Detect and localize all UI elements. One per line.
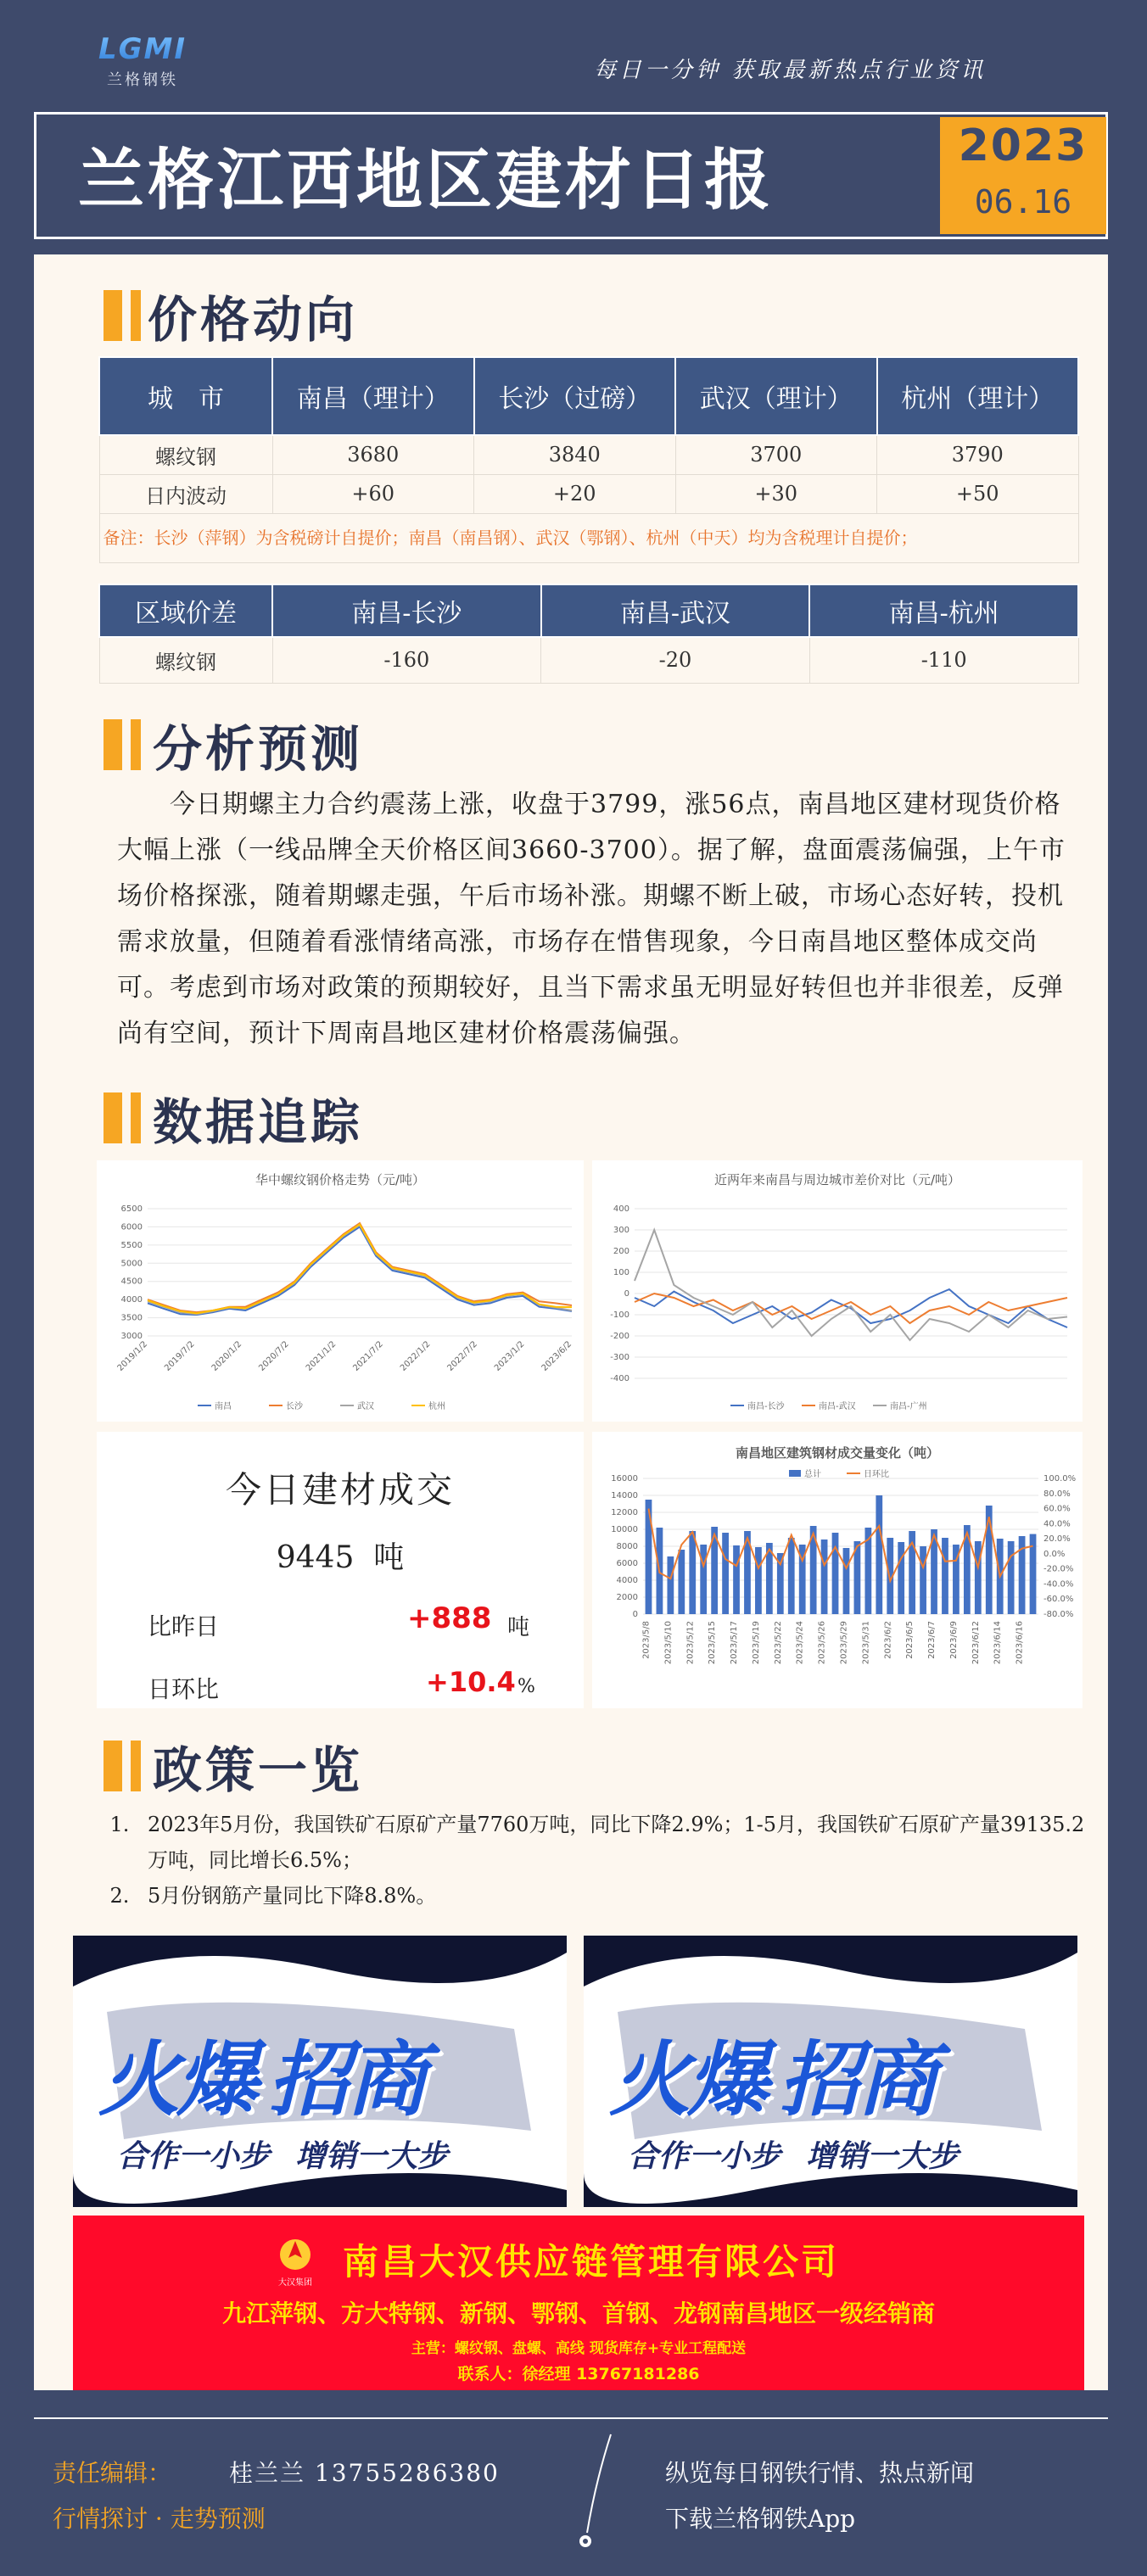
table-cell: 螺纹钢 bbox=[99, 637, 272, 683]
pen-icon bbox=[570, 2431, 621, 2567]
section-title-policy: 政策一览 bbox=[153, 1741, 364, 1799]
legend-label: 南昌-长沙 bbox=[747, 1402, 785, 1411]
bar bbox=[1008, 1541, 1015, 1614]
chart-title: 近两年来南昌与周边城市差价对比（元/吨） bbox=[713, 1172, 961, 1187]
y2-tick-label: 0.0% bbox=[1043, 1549, 1066, 1559]
table-header: 武汉（理计） bbox=[675, 357, 877, 435]
x-tick-label: 2023/6/2 bbox=[883, 1621, 893, 1659]
x-tick-label: 2023/5/15 bbox=[708, 1621, 718, 1665]
table-cell: +50 bbox=[877, 474, 1079, 513]
footer-tagline: 行情探讨 · 走势预测 bbox=[53, 2505, 266, 2533]
brand-logo bbox=[75, 32, 210, 92]
x-tick-label: 2023/5/24 bbox=[795, 1621, 805, 1665]
dod-value: +10.4 bbox=[426, 1666, 516, 1698]
bar bbox=[832, 1533, 839, 1614]
x-tick-label: 2020/7/2 bbox=[257, 1339, 291, 1373]
bar bbox=[821, 1539, 828, 1614]
table-cell: 3790 bbox=[877, 435, 1079, 474]
series-line-南昌 bbox=[148, 1227, 572, 1315]
bar bbox=[920, 1546, 926, 1614]
table-header: 南昌-武汉 bbox=[541, 584, 810, 637]
bar bbox=[689, 1531, 696, 1614]
table-header: 区域价差 bbox=[99, 584, 272, 637]
table-cell: 3840 bbox=[474, 435, 676, 474]
y-tick-label: -400 bbox=[610, 1374, 629, 1383]
series-line-杭州 bbox=[148, 1224, 572, 1313]
bar bbox=[646, 1500, 652, 1614]
legend-label: 南昌-武汉 bbox=[819, 1402, 856, 1411]
table-cell: -110 bbox=[809, 637, 1078, 683]
y-tick-label: 12000 bbox=[611, 1508, 638, 1517]
table-cell: +60 bbox=[272, 474, 474, 513]
table-header-row bbox=[99, 357, 1078, 435]
x-tick-label: 2019/1/2 bbox=[115, 1339, 150, 1373]
table-cell: +30 bbox=[675, 474, 877, 513]
bar bbox=[942, 1538, 948, 1614]
y-tick-label: 4000 bbox=[616, 1576, 638, 1585]
x-tick-label: 2019/7/2 bbox=[163, 1339, 197, 1373]
table-header: 长沙（过磅） bbox=[474, 357, 676, 435]
chart-title: 南昌地区建筑钢材成交量变化（吨） bbox=[735, 1445, 939, 1461]
sponsor-banner[interactable] bbox=[73, 2216, 1084, 2390]
legend-swatch bbox=[789, 1470, 801, 1477]
company-brands: 九江萍钢、方大特钢、新钢、鄂钢、首钢、龙钢南昌地区一级经销商 bbox=[221, 2299, 935, 2327]
y-tick-label: 0 bbox=[632, 1610, 638, 1619]
y-tick-label: 8000 bbox=[616, 1542, 638, 1551]
table-cell: -20 bbox=[541, 637, 810, 683]
bar bbox=[722, 1533, 729, 1614]
series-line-长沙 bbox=[148, 1223, 572, 1312]
list-item: 1. 2023年5月份，我国铁矿石原矿产量7760万吨，同比下降2.9%；1-5月，我国铁矿石原矿产量39135.2万吨，同比增长6.5%； bbox=[136, 1807, 1086, 1878]
y-tick-label: -200 bbox=[610, 1332, 629, 1341]
flame-icon bbox=[270, 2238, 321, 2271]
y2-tick-label: 100.0% bbox=[1043, 1474, 1077, 1484]
logo-name: 兰格钢铁 bbox=[107, 71, 178, 89]
company-logo bbox=[270, 2238, 321, 2288]
bar bbox=[876, 1495, 882, 1614]
y-tick-label: -300 bbox=[610, 1353, 629, 1362]
y2-tick-label: 40.0% bbox=[1043, 1519, 1071, 1529]
y2-tick-label: -40.0% bbox=[1043, 1579, 1074, 1590]
table-header: 杭州（理计） bbox=[877, 357, 1079, 435]
chart-price-diff bbox=[592, 1160, 1083, 1422]
ad-sub-text: 增销一大步 bbox=[806, 2139, 960, 2174]
x-tick-label: 2023/5/31 bbox=[861, 1621, 871, 1665]
table-cell: 螺纹钢 bbox=[99, 435, 272, 474]
chart-volume-plot bbox=[592, 1461, 1083, 1713]
editor-name: 桂兰兰 13755286380 bbox=[229, 2459, 500, 2487]
x-tick-label: 2022/1/2 bbox=[398, 1339, 433, 1373]
legend-label: 杭州 bbox=[428, 1402, 445, 1411]
date-year: 2023 bbox=[958, 120, 1088, 171]
table-note-row bbox=[99, 513, 1078, 562]
y2-tick-label: 80.0% bbox=[1043, 1489, 1071, 1499]
table-row bbox=[99, 474, 1078, 513]
ad-sub-text: 合作一小步 bbox=[628, 2139, 781, 2174]
x-tick-label: 2023/6/2 bbox=[540, 1339, 574, 1373]
x-tick-label: 2023/6/9 bbox=[948, 1621, 959, 1659]
legend-label: 南昌 bbox=[215, 1402, 232, 1411]
company-business: 主营：螺纹钢、盘螺、高线 现货库存+专业工程配送 bbox=[411, 2340, 747, 2357]
dod-label: 日环比 bbox=[148, 1675, 220, 1703]
deal-volume: 9445 bbox=[276, 1540, 355, 1575]
y-tick-label: 5000 bbox=[120, 1259, 143, 1269]
company-name: 南昌大汉供应链管理有限公司 bbox=[343, 2241, 840, 2283]
legend-label: 南昌-广州 bbox=[890, 1402, 927, 1411]
y2-tick-label: -80.0% bbox=[1043, 1610, 1074, 1619]
table-cell: -160 bbox=[272, 637, 541, 683]
x-tick-label: 2023/5/19 bbox=[751, 1621, 761, 1665]
y-tick-label: 16000 bbox=[611, 1474, 638, 1484]
x-tick-label: 2023/1/2 bbox=[493, 1339, 527, 1373]
table-header: 南昌-长沙 bbox=[272, 584, 541, 637]
company-contact: 联系人：徐经理 13767181286 bbox=[457, 2365, 700, 2383]
x-tick-label: 2020/1/2 bbox=[210, 1339, 244, 1373]
x-tick-label: 2023/5/22 bbox=[773, 1621, 783, 1665]
y-tick-label: 4500 bbox=[120, 1277, 143, 1287]
section-marker bbox=[104, 1741, 131, 1791]
y2-tick-label: -60.0% bbox=[1043, 1595, 1074, 1605]
x-tick-label: 2023/5/29 bbox=[839, 1621, 849, 1665]
y2-tick-label: -20.0% bbox=[1043, 1564, 1074, 1574]
y-tick-label: 10000 bbox=[611, 1525, 638, 1534]
ad-hot-text: 火爆 bbox=[98, 2032, 255, 2127]
vs-yesterday-label: 比昨日 bbox=[148, 1612, 220, 1640]
section-title-data: 数据追踪 bbox=[153, 1093, 364, 1151]
legend-label: 长沙 bbox=[286, 1402, 303, 1411]
x-tick-label: 2023/5/12 bbox=[685, 1621, 696, 1665]
y-tick-label: 400 bbox=[613, 1204, 629, 1214]
y-tick-label: -100 bbox=[610, 1310, 629, 1320]
section-header-policy bbox=[104, 1730, 363, 1802]
table-header: 城 市 bbox=[99, 357, 272, 435]
footer-right-2: 下载兰格钢铁App bbox=[665, 2505, 856, 2533]
x-tick-label: 2023/6/12 bbox=[971, 1621, 981, 1665]
page-title: 兰格江西地区建材日报 bbox=[78, 142, 775, 219]
ad-card-1[interactable] bbox=[73, 1936, 567, 2207]
legend-label: 武汉 bbox=[357, 1402, 374, 1411]
section-marker bbox=[104, 1092, 131, 1143]
logo-mark: LGMI bbox=[75, 32, 210, 66]
ad-hot-text: 招商 bbox=[268, 2032, 424, 2127]
section-marker bbox=[104, 290, 131, 341]
deal-title: 今日建材成交 bbox=[225, 1469, 455, 1511]
bar bbox=[700, 1545, 707, 1614]
footer-right-1: 纵览每日钢铁行情、热点新闻 bbox=[665, 2459, 975, 2487]
chart-title: 华中螺纹钢价格走势（元/吨） bbox=[255, 1172, 426, 1187]
price-table bbox=[98, 356, 1079, 563]
bar bbox=[843, 1548, 850, 1614]
y-tick-label: 6000 bbox=[120, 1222, 143, 1232]
ad-hot-text: 火爆 bbox=[609, 2032, 765, 2127]
slogan: 每日一分钟 获取最新热点行业资讯 bbox=[594, 58, 987, 83]
price-diff-table bbox=[98, 584, 1079, 684]
bar bbox=[986, 1506, 993, 1614]
x-tick-label: 2023/6/14 bbox=[993, 1621, 1003, 1665]
x-tick-label: 2023/6/5 bbox=[905, 1621, 915, 1659]
y-tick-label: 5500 bbox=[120, 1240, 143, 1250]
dod-unit: % bbox=[518, 1676, 535, 1697]
bar bbox=[755, 1547, 762, 1614]
legend-label: 日环比 bbox=[864, 1470, 889, 1479]
analysis-paragraph: 今日期螺主力合约震荡上涨，收盘于3799，涨56点，南昌地区建材现货价格大幅上涨（一线品牌全天价格区间3660-3700）。据了解，盘面震荡偏强，上午市场价格探涨，随着期螺走强，午后市场补涨。期螺不断上破，市场心态好转，投机需求放量，但随着看涨情绪高涨，市场存在惜售现象，今日南昌地区整体成交尚可。考虑到市场对政策的预期较好，且当下需求虽无明显好转但也并非很差，反弹尚有空间，预计下周南昌地区建材价格震荡偏强。 bbox=[117, 790, 1066, 1048]
section-header-data bbox=[104, 1082, 363, 1154]
policy-list bbox=[93, 1807, 1086, 1914]
bar bbox=[678, 1550, 685, 1614]
chart-price-diff-plot bbox=[592, 1188, 1083, 1426]
table-row bbox=[99, 637, 1078, 683]
y-tick-label: 3500 bbox=[120, 1313, 143, 1323]
x-tick-label: 2023/5/17 bbox=[730, 1621, 740, 1665]
footer-divider bbox=[34, 2417, 1108, 2419]
y-tick-label: 100 bbox=[613, 1268, 629, 1277]
list-item: 2. 5月份钢筋产量同比下降8.8%。 bbox=[136, 1878, 1086, 1914]
table-row bbox=[99, 435, 1078, 474]
section-header-analysis bbox=[104, 709, 363, 780]
section-marker bbox=[104, 719, 131, 770]
company-logo-text: 大汉集团 bbox=[278, 2278, 312, 2288]
x-tick-label: 2021/7/2 bbox=[351, 1339, 385, 1373]
x-tick-label: 2023/5/8 bbox=[641, 1621, 652, 1659]
deal-card bbox=[97, 1432, 584, 1708]
date-day: 06.16 bbox=[974, 183, 1072, 221]
chart-price-trend bbox=[97, 1160, 584, 1422]
table-header-row bbox=[99, 584, 1078, 637]
y-tick-label: 14000 bbox=[611, 1491, 638, 1500]
y2-tick-label: 20.0% bbox=[1043, 1534, 1071, 1545]
section-title-analysis: 分析预测 bbox=[153, 720, 364, 778]
table-cell: +20 bbox=[474, 474, 676, 513]
editor-label: 责任编辑： bbox=[53, 2459, 172, 2487]
chart-volume bbox=[592, 1432, 1083, 1708]
x-tick-label: 2023/5/10 bbox=[663, 1621, 674, 1665]
section-title-price: 价格动向 bbox=[148, 291, 359, 349]
x-tick-label: 2023/5/26 bbox=[817, 1621, 827, 1665]
bar bbox=[667, 1556, 674, 1614]
x-tick-label: 2021/1/2 bbox=[304, 1339, 339, 1373]
y-tick-label: 200 bbox=[613, 1247, 629, 1256]
ad-sub-text: 合作一小步 bbox=[117, 2139, 271, 2174]
ad-hot-text: 招商 bbox=[779, 2032, 935, 2127]
table-note: 备注：长沙（萍钢）为含税磅计自提价；南昌（南昌钢）、武汉（鄂钢）、杭州（中天）均为含税理计自提价； bbox=[103, 528, 918, 548]
table-cell: 3680 bbox=[272, 435, 474, 474]
legend-label: 总计 bbox=[804, 1470, 821, 1479]
y-tick-label: 2000 bbox=[616, 1593, 638, 1602]
chart-price-trend-plot bbox=[97, 1188, 584, 1426]
bar bbox=[898, 1542, 904, 1614]
x-tick-label: 2023/6/7 bbox=[927, 1621, 937, 1659]
vs-yesterday-value: +888 bbox=[407, 1601, 492, 1635]
table-header: 南昌（理计） bbox=[272, 357, 474, 435]
x-tick-label: 2023/6/16 bbox=[1015, 1621, 1025, 1665]
y-tick-label: 4000 bbox=[120, 1295, 143, 1305]
deal-unit: 吨 bbox=[373, 1540, 405, 1575]
bar bbox=[788, 1538, 795, 1614]
series-line-南昌-广州 bbox=[635, 1230, 1067, 1340]
y2-tick-label: 60.0% bbox=[1043, 1504, 1071, 1514]
section-header-price bbox=[104, 280, 358, 351]
y-tick-label: 300 bbox=[613, 1226, 629, 1235]
y-tick-label: 6500 bbox=[120, 1204, 143, 1214]
y-tick-label: 3000 bbox=[120, 1332, 143, 1341]
ad-card-2[interactable] bbox=[584, 1936, 1077, 2207]
y-tick-label: 0 bbox=[624, 1289, 629, 1299]
y-tick-label: 6000 bbox=[616, 1559, 638, 1568]
bar bbox=[733, 1545, 740, 1614]
x-tick-label: 2022/7/2 bbox=[445, 1339, 480, 1373]
table-cell: 日内波动 bbox=[99, 474, 272, 513]
table-header: 南昌-杭州 bbox=[809, 584, 1078, 637]
vs-yesterday-unit: 吨 bbox=[507, 1615, 530, 1640]
series-line-武汉 bbox=[148, 1225, 572, 1314]
ad-sub-text: 增销一大步 bbox=[295, 2139, 449, 2174]
table-cell: 3700 bbox=[675, 435, 877, 474]
bar bbox=[975, 1541, 982, 1614]
